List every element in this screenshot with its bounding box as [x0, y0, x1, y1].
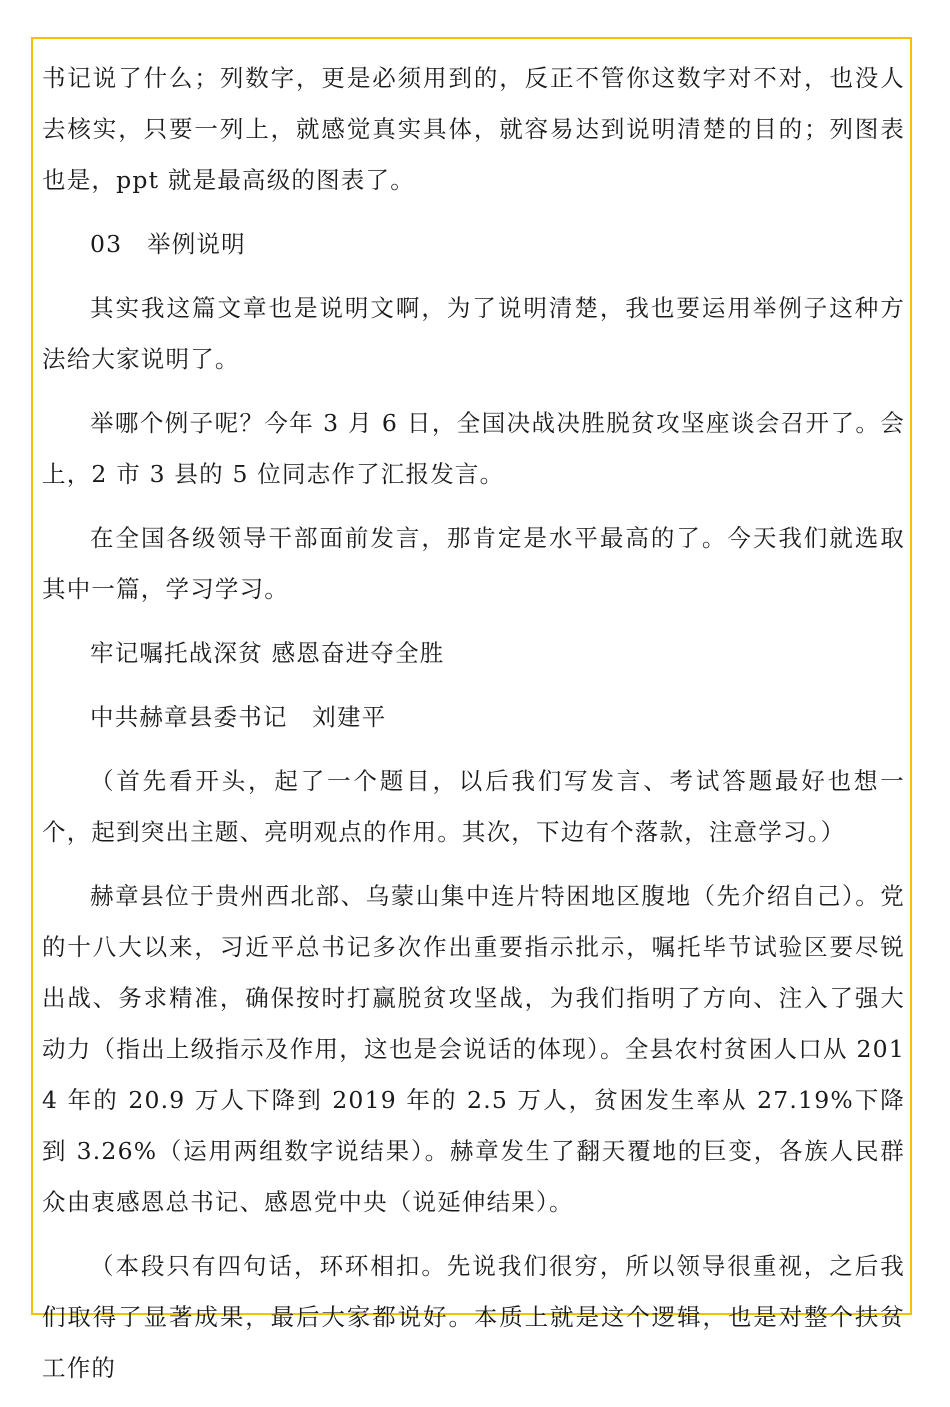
section-heading: 03 举例说明: [90, 230, 246, 258]
paragraph: 其实我这篇文章也是说明文啊，为了说明清楚，我也要运用举例子这种方法给大家说明了。: [42, 294, 905, 373]
paragraph: 举哪个例子呢？今年 3 月 6 日，全国决战决胜脱贫攻坚座谈会召开了。会上，2 市 3 县的 5 位同志作了汇报发言。: [42, 409, 905, 488]
page-border: [31, 37, 912, 1382]
paragraph: 在全国各级领导干部面前发言，那肯定是水平最高的了。今天我们就选取其中一篇，学习学习。: [42, 524, 905, 603]
commentary-paragraph: （本段只有四句话，环环相扣。先说我们很穷，所以领导很重视，之后我们取得了显著成果，最后大家都说好。本质上就是这个逻辑，也是对整个扶贫工作的: [42, 1252, 905, 1382]
speech-title: 牢记嘱托战深贫 感恩奋进夺全胜: [90, 639, 445, 667]
paragraph-continuation: 书记说了什么；列数字，更是必须用到的，反正不管你这数字对不对，也没人去核实，只要一列上，就感觉真实具体，就容易达到说明清楚的目的；列图表也是，ppt 就是最高级的图表了。: [42, 64, 905, 194]
paragraph: 赫章县位于贵州西北部、乌蒙山集中连片特困地区腹地（先介绍自己）。党的十八大以来，习近平总书记多次作出重要指示批示，嘱托毕节试验区要尽锐出战、务求精准，确保按时打赢脱贫攻坚战，为我们指明了方向、注入了强大动力（指出上级指示及作用，这也是会说话的体现）。全县农村贫困人口从 2014 年的 20.9 万人下降到 2019 年的 2.5 万人，贫困发生率从 27.19%下降到 3.26%（运用两组数字说结果）。赫章发生了翻天覆地的巨变，各族人民群众由衷感恩总书记、感恩党中央（说延伸结果）。: [42, 882, 905, 1216]
commentary-paragraph: （首先看开头，起了一个题目，以后我们写发言、考试答题最好也想一个，起到突出主题、亮明观点的作用。其次，下边有个落款，注意学习。）: [42, 767, 905, 846]
speech-author: 中共赫章县委书记 刘建平: [90, 703, 387, 731]
document-body: [42, 53, 905, 1407]
